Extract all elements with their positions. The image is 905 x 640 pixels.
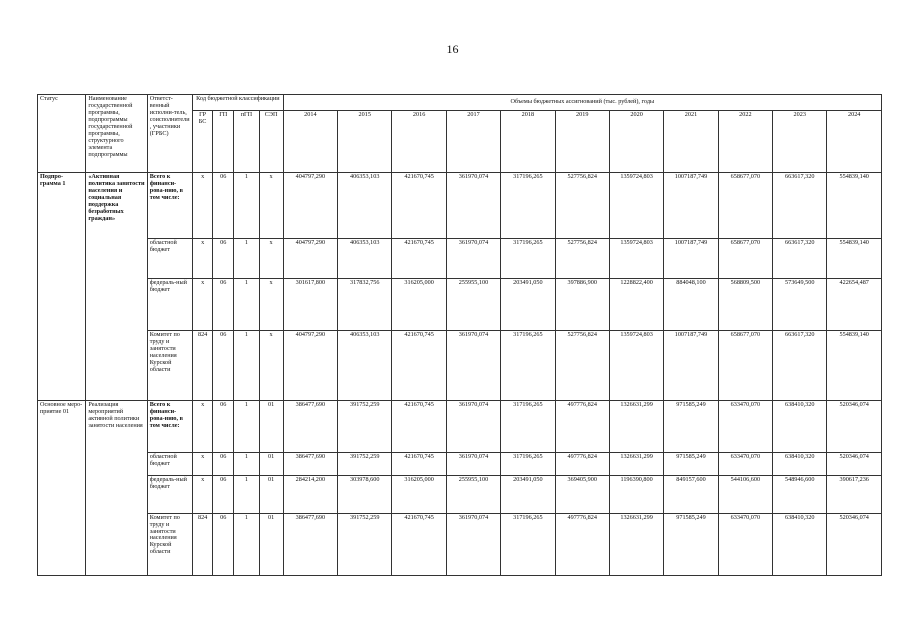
row-value: 1359724,803 [609, 330, 663, 401]
header-code-1: ГП [213, 111, 234, 173]
header-code-0: ГР БС [193, 111, 213, 173]
header-year-9: 2023 [773, 111, 827, 173]
header-year-8: 2022 [718, 111, 772, 173]
row-value: 421670,745 [392, 173, 446, 239]
header-year-5: 2019 [555, 111, 609, 173]
row-value: 971585,249 [664, 401, 718, 453]
row-value: 406353,103 [338, 173, 392, 239]
row-value: 386477,690 [283, 513, 337, 575]
row-value: 573649,500 [773, 278, 827, 330]
row-value: 633470,070 [718, 513, 772, 575]
header-name: Наименование государственной программы, подпрограммы государственной программы, структурного элемента подпрограммы [86, 95, 147, 173]
row-code-pgp: 1 [234, 401, 259, 453]
header-year-6: 2020 [609, 111, 663, 173]
header-year-7: 2021 [664, 111, 718, 173]
row-value: 421670,745 [392, 513, 446, 575]
row-value: 421670,745 [392, 453, 446, 476]
row-code-gp: 06 [213, 173, 234, 239]
row-value: 369405,900 [555, 476, 609, 513]
row-value: 1359724,803 [609, 173, 663, 239]
row-value: 316205,000 [392, 278, 446, 330]
row-value: 1007187,749 [664, 173, 718, 239]
row-value: 361970,074 [446, 453, 500, 476]
row-value: 317196,265 [501, 401, 555, 453]
header-code-2: пГП [234, 111, 259, 173]
row-value: 203491,050 [501, 278, 555, 330]
row-value: 421670,745 [392, 330, 446, 401]
row-value: 633470,070 [718, 453, 772, 476]
row-code-gp: 06 [213, 453, 234, 476]
row-code-grbs: х [193, 476, 213, 513]
row-code-sep: х [259, 278, 283, 330]
row-value: 663617,320 [773, 173, 827, 239]
row-code-pgp: 1 [234, 476, 259, 513]
budget-table [37, 94, 882, 576]
row-value: 884048,100 [664, 278, 718, 330]
row-responsible: Всего к финанси-рова-нию, в том числе: [147, 173, 192, 239]
row-value: 390617,236 [827, 476, 882, 513]
row-responsible: Всего к финанси-рова-нию, в том числе: [147, 401, 192, 453]
row-code-grbs: 824 [193, 330, 213, 401]
row-code-sep: 01 [259, 401, 283, 453]
row-code-sep: 01 [259, 476, 283, 513]
row-code-sep: х [259, 173, 283, 239]
row-value: 527756,824 [555, 239, 609, 278]
row-value: 1326631,299 [609, 453, 663, 476]
row-value: 971585,249 [664, 513, 718, 575]
row-code-gp: 06 [213, 401, 234, 453]
row-value: 404797,290 [283, 330, 337, 401]
row-value: 638410,320 [773, 513, 827, 575]
header-year-3: 2017 [446, 111, 500, 173]
row-code-pgp: 1 [234, 330, 259, 401]
row-value: 971585,249 [664, 453, 718, 476]
row-value: 554839,140 [827, 330, 882, 401]
row-value: 548946,600 [773, 476, 827, 513]
table-row [38, 476, 882, 513]
header-code-group: Код бюджетной классификации [193, 95, 284, 111]
row-responsible: Комитет по труду и занятости населения Курской области [147, 513, 192, 575]
row-value: 497776,824 [555, 513, 609, 575]
row-code-grbs: х [193, 173, 213, 239]
row-value: 317196,265 [501, 239, 555, 278]
row-code-sep: х [259, 330, 283, 401]
row-value: 317196,265 [501, 173, 555, 239]
row-code-grbs: х [193, 401, 213, 453]
header-year-10: 2024 [827, 111, 882, 173]
row-value: 663617,320 [773, 330, 827, 401]
row-value: 554839,140 [827, 173, 882, 239]
row-value: 497776,824 [555, 401, 609, 453]
row-code-gp: 06 [213, 278, 234, 330]
table-row [38, 453, 882, 476]
row-code-gp: 06 [213, 330, 234, 401]
row-value: 1228822,400 [609, 278, 663, 330]
row-code-pgp: 1 [234, 278, 259, 330]
row-code-sep: х [259, 239, 283, 278]
row-value: 361970,074 [446, 513, 500, 575]
header-responsible: Ответст-венный исполни-тель, соисполнители, участники (ГРБС) [147, 95, 192, 173]
row-value: 361970,074 [446, 330, 500, 401]
row-responsible: областной бюджет [147, 239, 192, 278]
row-value: 554839,140 [827, 239, 882, 278]
row-code-grbs: х [193, 278, 213, 330]
row-code-grbs: х [193, 453, 213, 476]
row-code-sep: 01 [259, 513, 283, 575]
row-value: 391752,259 [338, 453, 392, 476]
table-row [38, 513, 882, 575]
row-code-pgp: 1 [234, 453, 259, 476]
row-value: 386477,690 [283, 453, 337, 476]
row-value: 397886,900 [555, 278, 609, 330]
header-year-0: 2014 [283, 111, 337, 173]
row-value: 1007187,749 [664, 330, 718, 401]
row-value: 317832,756 [338, 278, 392, 330]
row-code-grbs: 824 [193, 513, 213, 575]
table-row [38, 278, 882, 330]
row-value: 406353,103 [338, 330, 392, 401]
row-code-gp: 06 [213, 476, 234, 513]
row-value: 386477,690 [283, 401, 337, 453]
row-value: 633470,070 [718, 401, 772, 453]
row-value: 361970,074 [446, 239, 500, 278]
row-value: 301617,800 [283, 278, 337, 330]
row-value: 658677,070 [718, 330, 772, 401]
row-value: 303978,600 [338, 476, 392, 513]
row-value: 520346,074 [827, 453, 882, 476]
row-value: 1359724,803 [609, 239, 663, 278]
row-value: 1326631,299 [609, 513, 663, 575]
row-value: 658677,070 [718, 173, 772, 239]
row-value: 520346,074 [827, 401, 882, 453]
row-value: 316205,000 [392, 476, 446, 513]
block-status: Основное меро-приятие 01 [38, 401, 86, 576]
row-value: 203491,050 [501, 476, 555, 513]
row-value: 406353,103 [338, 239, 392, 278]
row-value: 317196,265 [501, 453, 555, 476]
header-status: Статус [38, 95, 86, 173]
table-row [38, 401, 882, 453]
block-name: «Активная политика занятости населения и социальная поддержка безработных граждан» [86, 173, 147, 401]
row-code-gp: 06 [213, 513, 234, 575]
header-volumes-group: Объемы бюджетных ассигнований (тыс. рублей), годы [283, 95, 881, 111]
row-value: 1326631,299 [609, 401, 663, 453]
row-code-pgp: 1 [234, 513, 259, 575]
header-year-1: 2015 [338, 111, 392, 173]
block-status: Подпро-грамма 1 [38, 173, 86, 401]
page-number: 16 [446, 42, 459, 56]
table-row [38, 330, 882, 401]
row-value: 568809,500 [718, 278, 772, 330]
table-row [38, 173, 882, 239]
row-value: 404797,290 [283, 173, 337, 239]
header-code-3: СЭП [259, 111, 283, 173]
row-value: 638410,320 [773, 401, 827, 453]
row-value: 391752,259 [338, 401, 392, 453]
row-value: 1007187,749 [664, 239, 718, 278]
row-value: 255955,100 [446, 476, 500, 513]
block-name: Реализация мероприятий активной политики занятости населения [86, 401, 147, 576]
row-value: 404797,290 [283, 239, 337, 278]
row-value: 317196,265 [501, 513, 555, 575]
row-value: 421670,745 [392, 401, 446, 453]
row-value: 527756,824 [555, 173, 609, 239]
row-value: 658677,070 [718, 239, 772, 278]
row-value: 497776,824 [555, 453, 609, 476]
row-code-gp: 06 [213, 239, 234, 278]
row-value: 663617,320 [773, 239, 827, 278]
row-value: 361970,074 [446, 173, 500, 239]
row-value: 317196,265 [501, 330, 555, 401]
row-code-grbs: х [193, 239, 213, 278]
row-value: 544106,600 [718, 476, 772, 513]
row-value: 284214,200 [283, 476, 337, 513]
row-value: 527756,824 [555, 330, 609, 401]
table-body [38, 173, 882, 576]
row-value: 391752,259 [338, 513, 392, 575]
row-value: 422654,487 [827, 278, 882, 330]
header-year-2: 2016 [392, 111, 446, 173]
row-value: 520346,074 [827, 513, 882, 575]
row-code-pgp: 1 [234, 173, 259, 239]
row-code-sep: 01 [259, 453, 283, 476]
row-value: 361970,074 [446, 401, 500, 453]
row-responsible: федераль-ный бюджет [147, 476, 192, 513]
row-responsible: федераль-ный бюджет [147, 278, 192, 330]
table-row [38, 239, 882, 278]
row-responsible: областной бюджет [147, 453, 192, 476]
row-value: 849157,600 [664, 476, 718, 513]
row-code-pgp: 1 [234, 239, 259, 278]
row-value: 255955,100 [446, 278, 500, 330]
row-value: 421670,745 [392, 239, 446, 278]
row-value: 1196390,800 [609, 476, 663, 513]
row-responsible: Комитет по труду и занятости населения Курской области [147, 330, 192, 401]
row-value: 638410,320 [773, 453, 827, 476]
header-year-4: 2018 [501, 111, 555, 173]
